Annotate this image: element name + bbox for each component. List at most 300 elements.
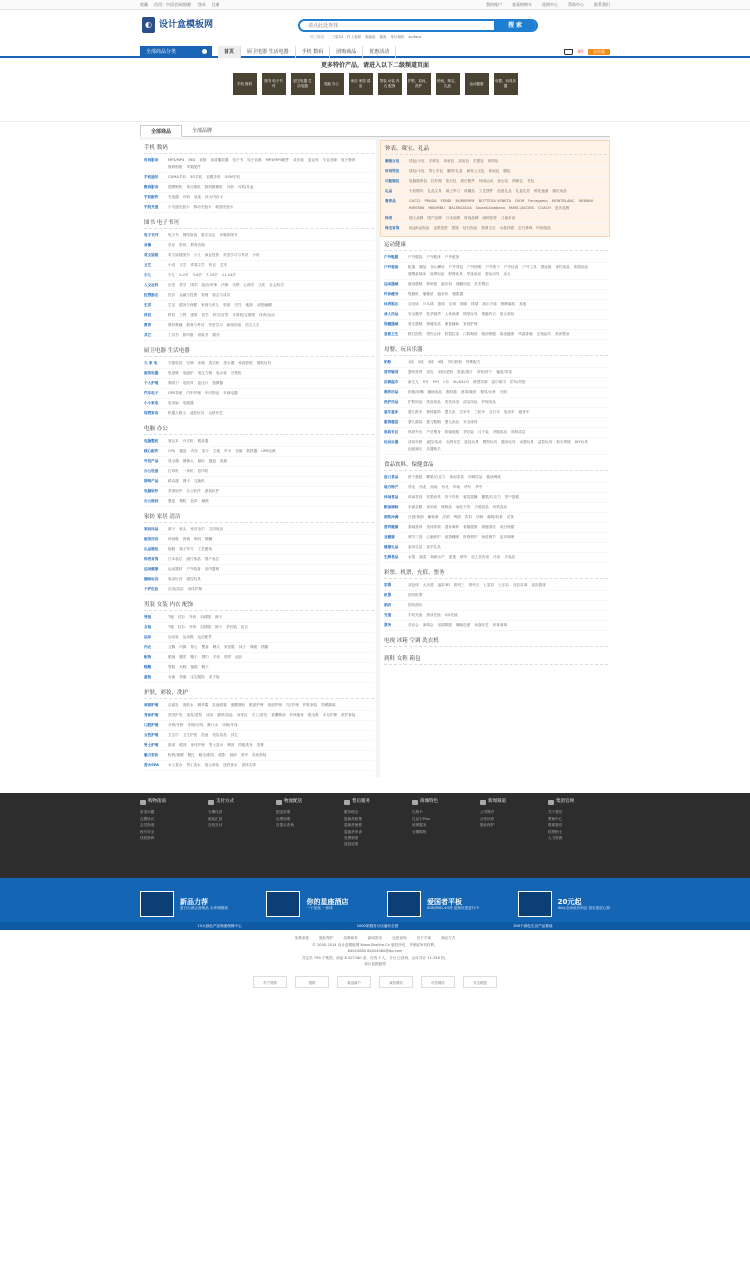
subcategory-link[interactable]: 礼盒礼券 [515,189,531,193]
subcategory-link[interactable]: MBUMBU [428,206,445,210]
subcategory-link[interactable]: 声卡 [224,449,232,453]
subcategory-label[interactable]: 男装 [144,615,152,619]
subcategory-link[interactable]: 其它 [230,733,238,737]
subcategory-link[interactable]: 香膏 [256,743,264,747]
footer-help-link[interactable]: 配送说明 [276,810,291,815]
subcategory-link[interactable]: 音乐会 [408,623,419,627]
subcategory-link[interactable]: 跑步机 [441,282,452,286]
subcategory-link[interactable]: 军迷用品 [466,272,482,276]
subcategory-label[interactable]: 手机配件 [144,195,159,199]
subcategory-link[interactable]: 滋补调养 [444,525,460,529]
subcategory-link[interactable]: 光驱 [235,449,243,453]
subcategory-label[interactable]: 奶粉 [384,360,392,364]
subcategory-link[interactable]: 竞彩篮球 [531,583,546,587]
footer-help-link[interactable]: 退款说明 [344,842,359,847]
subcategory-link[interactable]: 国产表芯 [204,557,220,561]
subcategory-link[interactable]: 男童 [179,675,187,679]
footer-help-link[interactable]: 联系我们 [548,823,563,828]
subcategory-link[interactable]: UPS电源 [261,449,276,453]
subcategory-link[interactable]: 登山攀岩 [430,265,445,269]
subcategory-link[interactable]: 卫浴用品 [208,527,224,531]
subcategory-link[interactable]: 女童 [168,675,176,679]
subcategory-link[interactable]: 动漫玩具 [519,440,534,444]
subcategory-link[interactable]: 骨骼健康 [463,525,478,529]
subcategory-link[interactable]: 工艺蜡烛 [197,547,212,551]
subcategory-link[interactable]: 南北干货 [455,505,471,509]
subcategory-link[interactable]: 血压计 [197,381,209,385]
subcategory-label[interactable]: 人文社科 [144,283,159,287]
subcategory-link[interactable]: 新闻出版 [226,323,242,327]
subcategory-label[interactable]: 酒店 [384,603,392,607]
channel-tile[interactable]: 母婴，玩具乐器 [494,73,518,95]
subcategory-link[interactable]: 时尚饰品 [536,226,551,230]
subcategory-link[interactable]: 男士香水 [208,743,224,747]
subcategory-label[interactable]: 钟表 [385,216,393,220]
trust-badge[interactable]: 安全联盟 [463,976,497,988]
subcategory-label[interactable]: 亚健康 [384,535,395,539]
subcategory-link[interactable]: 显示器 [168,459,179,463]
subcategory-link[interactable]: 小说 [252,253,260,257]
subcategory-link[interactable]: CDMA手机 [168,175,187,179]
subcategory-link[interactable]: 面膜面贴 [230,703,246,707]
subcategory-link[interactable]: 腰带/礼盒 [446,169,463,173]
subcategory-label[interactable]: 机票 [384,593,392,597]
subcategory-link[interactable]: 免疫调节 [481,535,496,539]
subcategory-link[interactable]: 沉浴/清洁 [168,587,184,591]
subcategory-link[interactable]: 拖鞋 [168,547,176,551]
subcategory-link[interactable]: 青春文学 [190,263,205,267]
subcategory-link[interactable]: 脱毛膏 [307,713,319,717]
subcategory-link[interactable]: 华北 [408,485,416,489]
subcategory-link[interactable]: 餐具/水杯 [480,390,496,394]
subcategory-link[interactable]: 洗液 [201,733,209,737]
subcategory-link[interactable]: 东北 [441,485,449,489]
subcategory-link[interactable]: 话剧歌剧 [437,623,452,627]
subcategory-link[interactable]: 剃须刀 [168,381,179,385]
subcategory-link[interactable]: 妈咪包 [512,179,523,183]
subcategory-label[interactable]: 户外鞋服 [384,255,399,259]
category-title[interactable]: 电视 冰箱 空调 洗衣机 [384,635,608,647]
subcategory-link[interactable]: 咖啡/奶茶 [487,515,503,519]
subcategory-link[interactable]: 调节三高 [408,535,423,539]
subcategory-label[interactable]: 户外装备 [384,265,399,269]
subcategory-label[interactable]: 小小家电 [144,401,159,405]
subcategory-link[interactable]: 日本表芯 [168,557,183,561]
subcategory-link[interactable]: 烹饪 [234,303,242,307]
subcategory-link[interactable]: 验孕测孕 [426,312,441,316]
subcategory-link[interactable]: 钱包/卡包 [409,169,425,173]
subcategory-link[interactable]: 户外工具 [522,265,537,269]
subcategory-link[interactable]: 糖果/巧克力 [426,475,446,479]
subcategory-link[interactable]: 牙膏/牙粉 [168,723,184,727]
subcategory-link[interactable]: 羽绒服 [200,625,211,629]
subcategory-link[interactable]: CPU [168,449,176,453]
subcategory-link[interactable]: 护肤用品 [408,400,423,404]
category-title[interactable]: 食品饮料、保健食品 [384,459,608,471]
subcategory-link[interactable]: 眼镜 [168,655,176,659]
subcategory-link[interactable]: 睫毛/眼线 [198,753,215,757]
subcategory-link[interactable]: 流行饰品 [186,557,201,561]
subcategory-link[interactable]: 电水壶 [215,371,227,375]
subcategory-link[interactable]: 棋牌麻将 [500,302,516,306]
topbar-right-link[interactable]: 帮助中心 [568,1,584,7]
subcategory-link[interactable]: 11-14岁 [221,273,236,277]
subcategory-link[interactable]: 少儿 [193,253,201,257]
subcategory-link[interactable]: 锅具 [193,537,202,541]
subcategory-link[interactable]: 自行车 [489,410,500,414]
subcategory-link[interactable]: 生活 [168,303,176,307]
subcategory-link[interactable]: 美体塑身 [555,332,570,336]
subcategory-link[interactable]: 旅行配件 [460,179,475,183]
subcategory-link[interactable]: 英语学习与考试 [223,253,249,257]
subcategory-link[interactable]: 美体养颜 [426,525,441,529]
subcategory-link[interactable]: 数字杂志 [201,233,216,237]
subcategory-link[interactable]: 杀毒软件 [168,489,183,493]
subcategory-link[interactable]: 钱包/卡包 [409,159,425,163]
subcategory-link[interactable]: 高尔夫球 [482,302,497,306]
all-categories-button[interactable] [140,46,212,58]
subcategory-link[interactable]: 热水器 [223,361,235,365]
subcategory-label[interactable]: 营养辅食 [384,370,399,374]
subcategory-link[interactable]: 休闲零食 [408,495,423,499]
subcategory-link[interactable]: 套锅 [182,537,190,541]
subcategory-link[interactable]: 期刊 [212,333,220,337]
subcategory-label[interactable]: 香水SPA [144,763,159,767]
subcategory-link[interactable]: 宗教 [232,283,240,287]
topbar-right-link[interactable]: 选购中心 [542,1,558,7]
subcategory-link[interactable]: 语言文字 [245,323,260,327]
subcategory-link[interactable]: 特殊配方 [465,360,481,364]
subcategory-link[interactable]: 手套 [212,655,220,659]
subcategory-link[interactable]: 医学 [201,313,209,317]
subcategory-link[interactable]: 洗发沐浴 [444,400,460,404]
subcategory-label[interactable]: 奢侈品 [385,199,396,203]
subcategory-link[interactable]: 单肩包 [443,159,455,163]
subcategory-link[interactable]: 交换机 [193,479,205,483]
footer-help-link[interactable]: 礼品卡Plus [412,816,431,821]
subcategory-link[interactable]: 脸部 [168,743,176,747]
subcategory-link[interactable]: 闹钟挂钟 [482,216,497,220]
footer-help-link[interactable]: 邮局汇款 [208,816,223,821]
subcategory-link[interactable]: 游戏充值 [426,613,441,617]
subcategory-link[interactable]: 家庭与育儿 [201,303,220,307]
subcategory-link[interactable]: 历史 [168,283,176,287]
subcategory-link[interactable]: 福彩3D [437,583,450,587]
subcategory-link[interactable]: 口腔咽部 [463,332,478,336]
subcategory-link[interactable]: 文胸 [168,645,176,649]
subcategory-link[interactable]: 双色球 [408,583,419,587]
subcategory-link[interactable]: 茗茶 [506,515,514,519]
subcategory-link[interactable]: 烟机灶具 [256,361,272,365]
subcategory-link[interactable]: 生殖泌尿 [536,332,551,336]
subcategory-link[interactable]: 坚果炒货 [426,495,441,499]
subcategory-label[interactable]: 数码影音 [144,185,159,189]
category-title[interactable]: 手机 数码 [144,142,374,154]
subcategory-link[interactable]: 有机食品 [492,505,508,509]
subcategory-label[interactable]: 功能箱包 [385,179,400,183]
subcategory-link[interactable]: 电暖器 [182,401,194,405]
category-title[interactable]: 护肤，彩妆，洗护 [144,687,374,699]
footer-help-link[interactable]: 招贤纳士 [548,829,563,834]
subcategory-link[interactable]: 枕头 [179,527,187,531]
subcategory-link[interactable]: 动漫/幽默 [256,303,273,307]
subcategory-link[interactable]: S号 [422,380,429,384]
subcategory-label[interactable]: 男士护理 [144,743,159,747]
subcategory-link[interactable]: 卫生护垫 [182,733,198,737]
subcategory-link[interactable]: 瑜伽用品 [455,282,471,286]
subcategory-link[interactable]: 翡翠玉石 [481,226,496,230]
subcategory-link[interactable]: 管理 [201,293,209,297]
subcategory-link[interactable]: 电池 [193,195,202,199]
subcategory-link[interactable]: 更多品牌 [554,206,570,210]
subcategory-label[interactable]: 运动 [144,635,152,639]
subcategory-link[interactable]: 户外配饰 [444,255,460,259]
subcategory-link[interactable]: 路由器 [168,479,179,483]
bottom-link[interactable]: 新闻资讯 [367,936,383,940]
subcategory-link[interactable]: 体育/运动 [259,313,275,317]
subcategory-link[interactable]: 牙胶 [499,390,508,394]
nav-item[interactable]: 厨卫电器 生活电器 [241,46,296,58]
subcategory-link[interactable]: 洋酒 [442,515,450,519]
subcategory-link[interactable]: 篮球 [437,302,445,306]
subcategory-label[interactable]: 鞋靴 [144,665,152,669]
subcategory-link[interactable]: 商业投资 [204,253,220,257]
footer-help-link[interactable]: 关于我们 [548,810,563,815]
subcategory-link[interactable]: 演唱会 [422,623,434,627]
subcategory-link[interactable]: 产后塑身 [426,430,441,434]
subcategory-link[interactable]: 按摩器 [212,381,224,385]
trust-badge[interactable]: 诚信网站 [379,976,413,988]
subcategory-link[interactable]: 内存 [190,449,198,453]
subcategory-link[interactable]: 衬衫 [177,625,185,629]
category-title[interactable]: 厨卫电器 生活电器 [144,345,374,357]
subcategory-link[interactable]: 遥控玩具 [189,411,205,415]
footer-help-link[interactable]: 自提点查询 [276,823,294,828]
subcategory-link[interactable]: L号 [443,380,449,384]
subcategory-link[interactable]: 网卡 [182,479,190,483]
subcategory-label[interactable]: 喂养用品 [384,390,399,394]
subcategory-link[interactable]: 教育与考试 [186,323,205,327]
subcategory-link[interactable]: 内裤 [179,645,187,649]
bottom-link[interactable]: 隐私保护 [319,936,334,940]
subcategory-link[interactable]: 宝石珍珠 [518,226,533,230]
subcategory-link[interactable]: 康复辅助 [444,322,460,326]
subcategory-link[interactable]: 日本品牌 [445,216,461,220]
search-input[interactable] [300,21,494,30]
subcategory-link[interactable]: 适用年龄 [408,440,423,444]
subcategory-link[interactable]: 键盘 [208,459,216,463]
subcategory-link[interactable]: 孕妇装 [463,430,474,434]
subcategory-link[interactable]: 戏曲综艺 [474,623,489,627]
subcategory-link[interactable]: 大乐透 [422,583,434,587]
subcategory-link[interactable]: 数码摄像机 [204,185,223,189]
subcategory-link[interactable]: DIY玩具 [574,440,588,444]
subcategory-link[interactable]: 商务公文包 [466,169,485,173]
category-title[interactable]: 彩票、机票、充值、票务 [384,567,608,579]
subcategory-label[interactable]: 运动健康 [144,567,159,571]
subcategory-label[interactable]: 保管家电 [144,411,159,415]
subcategory-label[interactable]: 潮流女包 [385,159,400,163]
subcategory-link[interactable]: 斜挎包 [487,159,499,163]
footer-help-link[interactable]: 分期购物 [412,829,427,834]
subcategory-label[interactable]: 尿裤湿巾 [384,380,399,384]
subcategory-link[interactable]: 政治/军事 [201,283,218,287]
channel-tile[interactable]: 家纺 家居 清洁 [349,73,373,95]
category-title[interactable]: 到鞋 女鞋 箱包 [384,653,608,665]
subcategory-link[interactable]: 拉杆箱 [430,179,442,183]
subcategory-link[interactable]: 三轮车 [474,410,486,414]
subcategory-link[interactable]: DIOR [515,199,525,203]
subcategory-link[interactable]: 睡衣 [212,645,220,649]
subcategory-link[interactable]: 纤体瘦身 [289,713,304,717]
subcategory-label[interactable]: 时尚影音 [144,158,159,162]
subcategory-link[interactable]: Dolce&Gabbana [475,206,505,210]
subcategory-link[interactable]: T区护理 [285,703,299,707]
subcategory-label[interactable]: 休闲食品 [384,495,399,499]
subcategory-label[interactable]: 个人护理 [144,381,159,385]
nav-item[interactable]: 首页 [218,46,241,58]
subcategory-link[interactable]: 瑜伽垫 [422,292,434,296]
subcategory-link[interactable]: 更多调理 [499,535,515,539]
subcategory-link[interactable]: 身体护理 [187,587,202,591]
subcategory-link[interactable]: 洗衣机 [208,361,220,365]
subcategory-link[interactable]: 小灵通充值卡 [168,205,190,209]
subcategory-link[interactable]: 文学 [179,263,187,267]
subcategory-link[interactable]: 旅行包 [445,179,457,183]
subcategory-link[interactable]: 3段 [427,360,434,364]
footer-help-link[interactable]: 延保服务 [412,823,427,828]
footer-help-link[interactable]: 隐私保护 [480,823,495,828]
subcategory-link[interactable]: 眼部护理 [249,703,264,707]
subcategory-label[interactable]: 电脑整机 [144,439,159,443]
subcategory-link[interactable]: 数码相框 [168,165,183,169]
subcategory-link[interactable]: 西北 [419,485,427,489]
subcategory-link[interactable]: 餐椅摇椅 [426,410,441,414]
footer-help-link[interactable]: 帮助中心 [548,816,563,821]
subcategory-link[interactable]: 笔记本 [168,439,179,443]
subcategory-link[interactable]: 美容食品 [212,733,227,737]
category-title[interactable]: 运动健康 [384,239,608,251]
subcategory-label[interactable]: 趣味玩具 [144,577,159,581]
subcategory-link[interactable]: 婴儿服装 [408,420,423,424]
promo-item[interactable] [387,891,479,917]
subcategory-link[interactable]: 心脑养护 [426,535,441,539]
subcategory-link[interactable]: 火机烟具 [409,189,424,193]
subcategory-link[interactable]: 防晒隔离 [321,703,336,707]
subcategory-link[interactable]: 毛绒布艺 [208,411,223,415]
subcategory-link[interactable]: 蜜饯果脯 [463,495,478,499]
subcategory-link[interactable]: 羽毛球 [408,302,419,306]
subcategory-link[interactable]: 乳液面霜 [212,703,227,707]
promo-item[interactable] [266,891,348,917]
subcategory-label[interactable]: 酒饮冲调 [384,515,399,519]
subcategory-link[interactable]: 饼干蛋糕 [408,475,423,479]
subcategory-label[interactable]: 洗护用品 [384,400,399,404]
subcategory-link[interactable]: 3G手机 [190,175,203,179]
subcategory-label[interactable]: 其它 [144,333,152,337]
subcategory-link[interactable]: 电磁炉 [182,371,194,375]
subcategory-link[interactable]: 竞彩足球 [512,583,528,587]
subcategory-link[interactable]: 亲子装 [208,675,220,679]
subcategory-link[interactable]: 纯金K金饰品 [409,226,430,230]
subcategory-link[interactable]: 键盘 [179,449,187,453]
subcategory-link[interactable]: RIMOWA [409,206,425,210]
subcategory-link[interactable]: 腹肌器 [452,292,464,296]
subcategory-link[interactable]: 防脱洗发 [238,743,253,747]
subcategory-link[interactable]: 排列三 [453,583,465,587]
subcategory-label[interactable]: 地方特产 [384,485,399,489]
hot-search-word[interactable]: 单反相机 [390,35,405,39]
nav-item[interactable]: 团购商品 [330,46,363,58]
subcategory-link[interactable]: 裤型尿裤 [473,380,488,384]
subcategory-link[interactable]: 奶瓶/奶嘴 [408,390,424,394]
subcategory-link[interactable]: 国内酒店 [408,603,423,607]
subcategory-link[interactable]: QQ充值 [444,613,458,617]
subcategory-link[interactable]: 颈部护理 [267,703,282,707]
subcategory-link[interactable]: BURBERRY [455,199,475,203]
subcategory-link[interactable]: 学步车 [459,410,471,414]
subcategory-link[interactable]: 电源 [219,459,228,463]
hot-search-word[interactable]: 电脑桌 [364,35,376,39]
subcategory-link[interactable]: 健身与保健 [179,303,198,307]
channel-tile[interactable]: 厨卫电器 生活电器 [291,73,315,95]
subcategory-link[interactable]: 外套 [188,625,197,629]
subcategory-link[interactable]: 背心 [190,645,198,649]
bottom-link[interactable]: 运营查询 [392,936,407,940]
subcategory-link[interactable]: 主板 [212,449,221,453]
subcategory-link[interactable]: 复印机 [197,469,209,473]
checkout-button[interactable]: 去结算 [588,49,610,56]
subcategory-link[interactable]: 网络原创 [182,233,198,237]
subcategory-link[interactable]: 冰箱 [197,361,205,365]
subcategory-link[interactable]: 音乐 [168,243,176,247]
subcategory-link[interactable]: 彩妆套装 [251,753,267,757]
trust-badge[interactable]: 银联 [295,976,329,988]
subcategory-link[interactable]: 卫生巾 [168,733,179,737]
subcategory-link[interactable]: 游戏软件 [204,489,220,493]
footer-help-link[interactable]: 找回密码 [140,836,155,841]
subcategory-link[interactable]: 米面杂粮 [408,505,423,509]
subcategory-link[interactable]: 模型玩具 [482,440,498,444]
subcategory-link[interactable]: 半成品 [504,555,516,559]
footer-help-link[interactable]: 人力资源 [548,836,563,841]
subcategory-label[interactable]: 钟表首饰 [144,557,159,561]
subcategory-link[interactable]: 娃娃玩具 [464,440,479,444]
subcategory-link[interactable]: 护肤套装 [302,703,318,707]
subcategory-link[interactable]: 建筑 [190,313,198,317]
subcategory-link[interactable]: 男士手包 [428,169,443,173]
subcategory-link[interactable]: 电动玩具 [168,577,183,581]
footer-help-link[interactable]: 运费说明 [276,816,291,821]
subcategory-link[interactable]: 糖果/巧克力 [481,495,501,499]
subcategory-label[interactable]: 运动器械 [384,282,399,286]
footer-help-link[interactable]: 退换货政策 [344,816,362,821]
subcategory-link[interactable]: 礼品文具 [427,189,442,193]
subcategory-link[interactable]: 户外照明 [467,265,482,269]
subcategory-link[interactable]: 吸奶器 [445,390,457,394]
subcategory-link[interactable]: 钻石饰品 [462,226,478,230]
subcategory-label[interactable]: 成人用品 [384,312,399,316]
subcategory-link[interactable]: 墨盒 [168,499,176,503]
subcategory-link[interactable]: 手工/香皂 [251,713,268,717]
subcategory-link[interactable]: GPS导航 [168,391,183,395]
subcategory-link[interactable]: 家庭影院 [238,361,253,365]
subcategory-label[interactable]: 进口食品 [384,475,399,479]
subcategory-link[interactable]: 金融与投资 [179,293,198,297]
trust-badge[interactable]: 苏宁易购 [253,976,287,988]
footer-help-link[interactable]: 在线支付 [208,823,223,828]
hot-search-word[interactable]: 村上春树 [346,35,361,39]
